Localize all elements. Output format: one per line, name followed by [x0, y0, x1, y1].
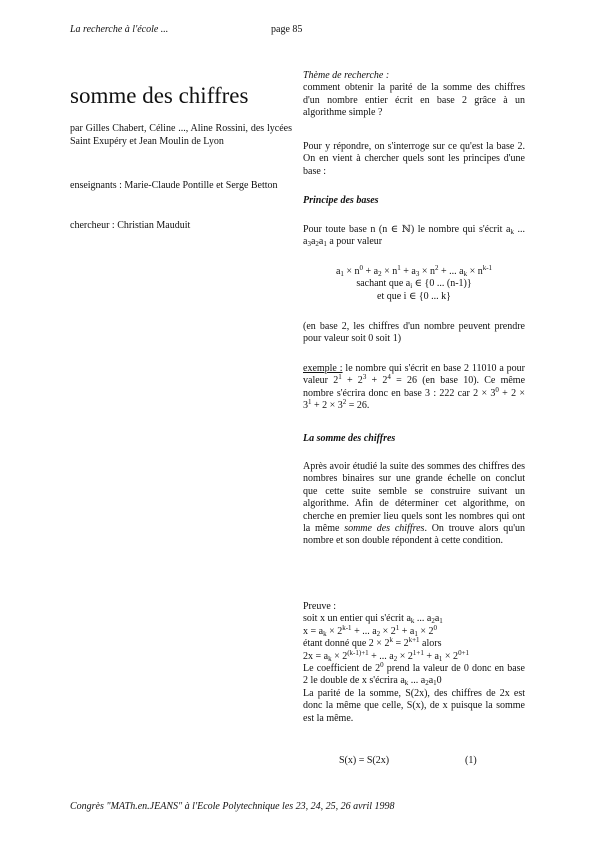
running-header: La recherche à l'école ... [70, 24, 169, 35]
text-run: le nombre qui s'écrit en base 2 11010 a pour valeur 2 [303, 363, 525, 387]
text-run: prend la valeur de 0 donc en base 2 le double de x s'écrira a [303, 663, 525, 687]
superscript: 0 [433, 623, 437, 632]
text-run: × n [381, 266, 398, 277]
equation-row [303, 755, 525, 769]
text-run: a [335, 266, 341, 277]
proof-line-1 [303, 613, 525, 625]
subscript: 2 [431, 617, 435, 626]
equation: S(x) = S(2x) [339, 755, 390, 766]
subscript: k [328, 654, 332, 663]
subscript: k [323, 629, 327, 638]
subscript: 2 [378, 270, 382, 278]
superscript: k-1 [482, 264, 493, 272]
researcher-block [70, 219, 292, 232]
page-title: somme des chiffres [70, 83, 249, 108]
equation-container [303, 755, 525, 769]
superscript: 1 [338, 373, 342, 382]
superscript: 2 [342, 398, 347, 407]
equation-number: (1) [465, 755, 477, 766]
subscript: k [463, 270, 468, 278]
text-run: × 2 [380, 625, 396, 637]
text-run: × 2 [331, 650, 348, 662]
text-run: a [310, 236, 316, 248]
text-run: . On trouve alors qu'un nombre et son double répondent à cette condition. [303, 523, 526, 547]
superscript: 2 [434, 264, 439, 272]
example-label: exemple : [303, 363, 343, 374]
section-somme [303, 433, 525, 445]
subscript: 3 [307, 240, 311, 249]
theme-text: comment obtenir la parité de la somme des chiffres d'un nombre entier écrit en base 2 grâce à un algorithme simple ? [303, 82, 525, 119]
proof-line-4 [303, 648, 525, 663]
footer: Congrès "MATh.en.JEANS" à l'Ecole Polytechnique les 23, 24, 25, 26 avril 1998 [70, 801, 395, 812]
text-run: a [428, 675, 434, 687]
subscript: 1 [438, 654, 443, 663]
text-run: + 2 [341, 375, 363, 387]
subscript: k [410, 617, 415, 626]
superscript: 0+1 [458, 648, 470, 657]
superscript: 0 [359, 264, 364, 272]
superscript: 1 [395, 623, 400, 632]
subscript: 1 [439, 617, 443, 626]
proof-label: Preuve : [303, 601, 337, 612]
principe-paragraph [303, 224, 525, 249]
text-run: × n [467, 266, 483, 277]
text-run: = 26 (en base 10). Ce même nombre s'écrira donc en base 3 : 222 car 2 × 3 [303, 375, 526, 399]
subscript: 2 [393, 654, 398, 663]
somme-paragraph [303, 461, 525, 548]
section-heading-principe: Principe des bases [303, 195, 379, 206]
text-run: × 2 [442, 650, 459, 662]
text-run: × 2 [326, 625, 343, 637]
superscript: 1+1 [412, 648, 424, 657]
text-run: Après avoir étudié la suite des sommes des chiffres des nombres binaires sur une grande échelle on conclut que cette suite semble se construire suivant un algorithme. Afin de déterminer cet algorithme, on cherche en premier lieu quels sont les nombres qui ont la même [303, 461, 525, 535]
intro-block [303, 141, 525, 178]
subscript: 2 [376, 629, 381, 638]
page-number: page 85 [271, 24, 303, 35]
text-run: + 2 × 3 [303, 387, 526, 412]
text-run: = 2 [392, 638, 409, 650]
text-run: + a [399, 625, 415, 637]
base-note-text: (en base 2, les chiffres d'un nombre peuvent prendre pour valeur soit 0 soit 1) [303, 321, 525, 345]
proof-line-5 [303, 663, 525, 688]
teachers: enseignants : Marie-Claude Pontille et Serge Betton [70, 180, 278, 191]
base-note [303, 321, 525, 346]
text-run: étant donné que 2 × 2 [303, 638, 390, 650]
subscript: k [404, 679, 409, 688]
subscript: 3 [415, 270, 420, 278]
text-run: + a [363, 266, 379, 277]
text-run: = 26. [346, 400, 370, 412]
text-run: × 2 [397, 650, 413, 662]
subscript: 1 [323, 240, 327, 249]
subscript: 2 [315, 240, 319, 249]
theme-label: Thème de recherche : [303, 70, 390, 81]
subscript: 1 [433, 679, 437, 688]
intro-text: Pour y répondre, on s'interroge sur ce qu'est la base 2. On en vient à chercher quels sont les principes d'une base : [303, 141, 525, 177]
text-run: a pour valeur [326, 236, 383, 248]
text-run: + a [400, 266, 416, 277]
subscript: i [410, 282, 413, 291]
text-run: x = a [303, 625, 324, 637]
subscript: 2 [425, 679, 429, 688]
researcher: chercheur : Christian Mauduit [70, 220, 191, 231]
authors: par Gilles Chabert, Céline ..., Aline Rossini, des lycées Saint Exupéry et Jean Moulin de Lyon [70, 123, 292, 147]
superscript: (k-1)+1 [347, 648, 369, 657]
text-run: + ... a [351, 625, 377, 637]
text-run: 2x = a [303, 650, 329, 662]
text-run: a [434, 613, 440, 625]
superscript: 0 [380, 661, 384, 670]
text-run: sachant que a [356, 278, 411, 290]
text-run: × n [343, 266, 360, 277]
base-formula [303, 266, 525, 303]
text-run: ... a [414, 613, 432, 625]
text-run: + ... a [438, 266, 464, 277]
text-run: ∈ {0 ... (n-1)} [412, 278, 472, 290]
text-run: + 2 [366, 375, 388, 387]
text-run: ... a [303, 224, 526, 248]
subscript: 1 [340, 270, 344, 278]
superscript: k [389, 636, 393, 645]
text-run: ... a [408, 675, 426, 687]
text-run: + ... a [368, 650, 394, 662]
emphasis: somme des chiffres [344, 523, 425, 535]
text-run: + a [423, 650, 439, 662]
section-heading-somme: La somme des chiffres [303, 433, 396, 444]
text-run: 0 [436, 675, 442, 687]
superscript: 3 [362, 373, 367, 382]
principe-text [303, 224, 525, 249]
superscript: 0 [495, 385, 499, 394]
formula-line-2 [303, 278, 525, 290]
subscript: k [510, 228, 514, 236]
example-paragraph [303, 363, 525, 413]
example-text [303, 363, 525, 413]
superscript: 1 [308, 398, 312, 407]
proof-block [303, 601, 525, 725]
subscript: 1 [414, 629, 418, 638]
proof-line-6: La parité de la somme, S(2x), des chiffres de 2x est donc la même que celle, S(x), de x puisque la somme est la même. [303, 687, 525, 724]
somme-text [303, 461, 525, 548]
superscript: 1 [397, 264, 401, 272]
superscript: k-1 [342, 623, 352, 632]
superscript: 4 [387, 373, 391, 382]
text-run: Pour toute base n (n ∈ ℕ) le nombre qui s'écrit a [303, 224, 511, 235]
authors-block [70, 122, 292, 148]
text-run: × 2 [417, 625, 434, 637]
text-run: soit x un entier qui s'écrit a [303, 613, 411, 625]
section-principe [303, 195, 525, 207]
formula-line-1 [303, 266, 525, 278]
text-run: + 2 × 3 [311, 400, 343, 412]
text-run: Le coefficient de 2 [303, 663, 381, 675]
teachers-block [70, 179, 292, 192]
text-run: alors [419, 638, 442, 650]
text-run: a [318, 236, 324, 248]
formula-line-3: et que i ∈ {0 ... k} [377, 290, 451, 302]
text-run: × n [419, 266, 435, 277]
superscript: k+1 [408, 636, 420, 645]
theme-block [303, 70, 525, 120]
